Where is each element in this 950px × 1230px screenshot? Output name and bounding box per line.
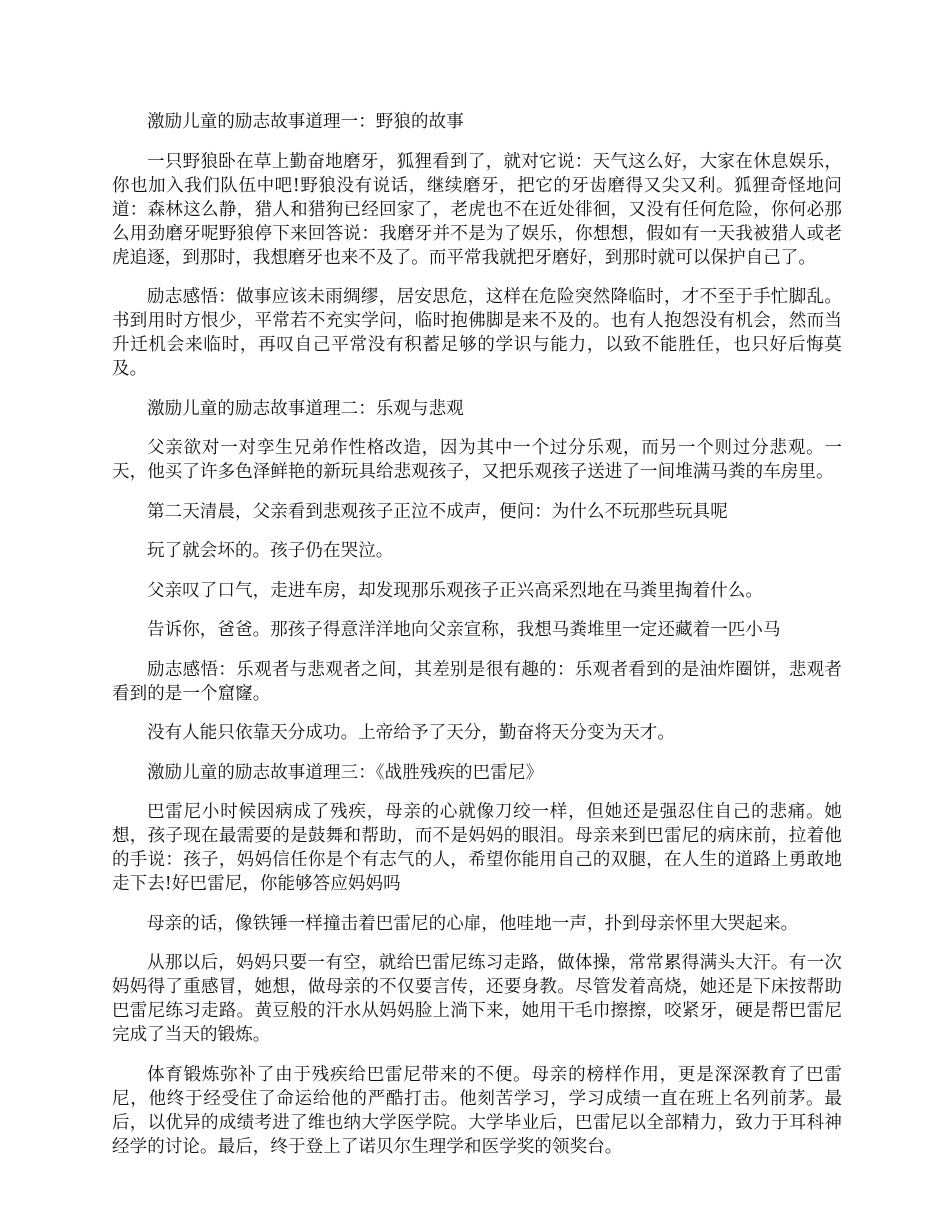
story-paragraph: 体育锻炼弥补了由于残疾给巴雷尼带来的不便。母亲的榜样作用，更是深深教育了巴雷尼，他终于经受住了命运给他的严酷打击。他刻苦学习，学习成绩一直在班上名列前茅。最后，以优异的成绩考进了维也纳大学医学院。大学毕业后，巴雷尼以全部精力，致力于耳科神经学的讨论。最后，终于登上了诺贝尔生理学和医学奖的领奖台。 xyxy=(112,1064,842,1157)
insight-paragraph: 励志感悟：乐观者与悲观者之间，其差别是很有趣的：乐观者看到的是油炸圈饼，悲观者看到的是一个窟窿。 xyxy=(112,659,842,704)
story-paragraph: 父亲欲对一对孪生兄弟作性格改造，因为其中一个过分乐观，而另一个则过分悲观。一天，他买了许多色泽鲜艳的新玩具给悲观孩子，又把乐观孩子送进了一间堆满马粪的车房里。 xyxy=(112,438,842,482)
story-paragraph: 父亲叹了口气，走进车房，却发现那乐观孩子正兴高采烈地在马粪里掏着什么。 xyxy=(147,580,763,601)
story-paragraph: 从那以后，妈妈只要一有空，就给巴雷尼练习走路，做体操，常常累得满头大汗。有一次妈妈得了重感冒，她想，做母亲的不仅要言传，还要身教。尽管发着高烧，她还是下床按帮助巴雷尼练习走路。黄豆般的汗水从妈妈脸上淌下来，她用干毛巾擦擦，咬紧牙，硬是帮巴雷尼完成了当天的锻炼。 xyxy=(112,953,842,1045)
story-paragraph: 告诉你，爸爸。那孩子得意洋洋地向父亲宣称，我想马粪堆里一定还藏着一匹小马 xyxy=(147,620,781,640)
section-heading-1: 激励儿童的励志故事道理一：野狼的故事 xyxy=(147,112,464,132)
story-paragraph: 没有人能只依靠天分成功。上帝给予了天分，勤奋将天分变为天才。 xyxy=(147,723,675,743)
story-paragraph: 巴雷尼小时候因病成了残疾，母亲的心就像刀绞一样，但她还是强忍住自己的悲痛。她想，孩子现在最需要的是鼓舞和帮助，而不是妈妈的眼泪。母亲来到巴雷尼的病床前，拉着他的手说：孩子，妈妈信任你是个有志气的人，希望你能用自己的双腿，在人生的道路上勇敢地走下去!好巴雷尼，你能够答应妈妈吗 xyxy=(112,802,842,894)
insight-paragraph: 励志感悟：做事应该未雨绸缪，居安思危，这样在危险突然降临时，才不至于手忙脚乱。书到用时方恨少，平常若不充实学问，临时抱佛脚是来不及的。也有人抱怨没有机会，然而当升迁机会来临时，再叹自己平常没有积蓄足够的学识与能力，以致不能胜任，也只好后悔莫及。 xyxy=(112,287,842,379)
section-heading-2: 激励儿童的励志故事道理二：乐观与悲观 xyxy=(147,398,464,419)
story-paragraph: 第二天清晨，父亲看到悲观孩子正泣不成声，便问：为什么不玩那些玩具呢 xyxy=(147,501,728,522)
section-heading-3: 激励儿童的励志故事道理三：《战胜残疾的巴雷尼》 xyxy=(147,762,544,783)
story-paragraph: 母亲的话，像铁锤一样撞击着巴雷尼的心扉，他哇地一声，扑到母亲怀里大哭起来。 xyxy=(147,913,799,934)
story-paragraph: 一只野狼卧在草上勤奋地磨牙，狐狸看到了，就对它说：天气这么好，大家在休息娱乐，你也加入我们队伍中吧!野狼没有说话，继续磨牙，把它的牙齿磨得又尖又利。狐狸奇怪地问道：森林这么静，猎人和猎狗已经回家了，老虎也不在近处徘徊，又没有任何危险，你何必那么用劲磨牙呢野狼停下来回答说：我磨牙并不是为了娱乐，你想想，假如有一天我被猎人或老虎追逐，到那时，我想磨牙也来不及了。而平常我就把牙磨好，到那时就可以保护自己了。 xyxy=(112,151,842,268)
story-paragraph: 玩了就会坏的。孩子仍在哭泣。 xyxy=(147,541,394,561)
document-page xyxy=(112,110,842,1174)
